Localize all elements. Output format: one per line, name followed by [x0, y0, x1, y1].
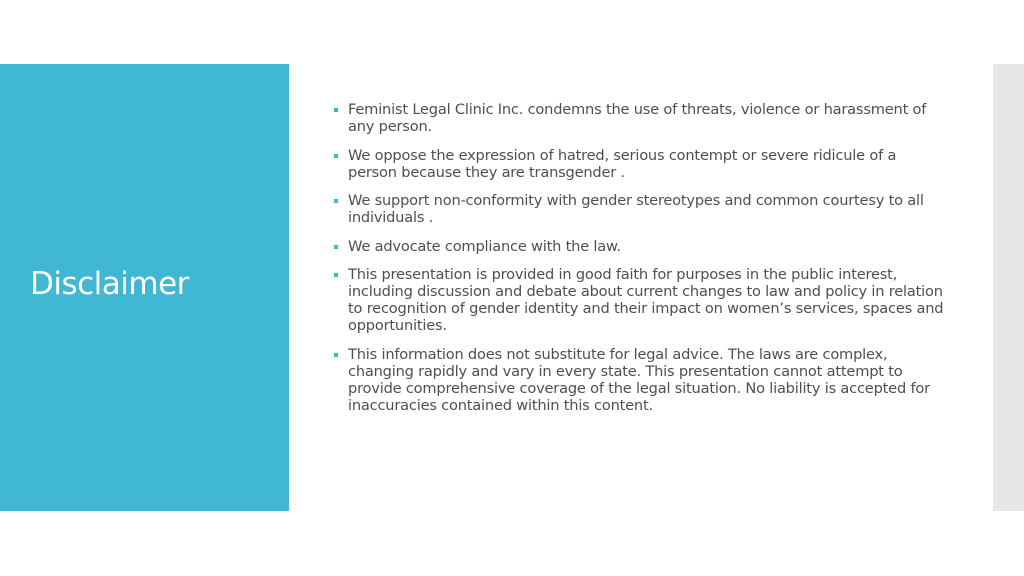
bullet-list	[333, 101, 948, 425]
list-item	[333, 192, 948, 226]
scroll-strip	[993, 64, 1024, 511]
bullet-text: We oppose the expression of hatred, serious contempt or severe ridicule of a person because they are transgender .	[348, 146, 897, 181]
list-item	[333, 101, 948, 135]
slide-title: Disclaimer	[30, 266, 189, 302]
list-item	[333, 266, 948, 334]
list-item	[333, 346, 948, 414]
bullet-icon	[334, 245, 338, 249]
bullet-text: This information does not substitute for legal advice. The laws are complex, changing rapidly and vary in every state. This presentation cannot attempt to provide comprehensive coverage of the legal situation. No liability is accepted for inaccuracies contained within this content.	[348, 345, 930, 414]
bullet-icon	[334, 199, 338, 203]
bullet-text: We support non-conformity with gender stereotypes and common courtesy to all individuals .	[348, 192, 924, 226]
bullet-icon	[334, 353, 338, 357]
list-item	[333, 147, 948, 181]
bullet-icon	[334, 108, 338, 112]
bullet-text: This presentation is provided in good faith for purposes in the public interest, including discussion and debate about current changes to law and policy in relation to recognition of gender identity and their impact on women’s services, spaces and opportunities.	[348, 266, 944, 334]
bullet-icon	[334, 154, 338, 158]
bullet-icon	[334, 273, 338, 277]
list-item	[333, 238, 948, 255]
bullet-text: We advocate compliance with the law.	[348, 237, 621, 255]
bullet-text: Feminist Legal Clinic Inc. condemns the use of threats, violence or harassment of any person.	[348, 101, 927, 135]
